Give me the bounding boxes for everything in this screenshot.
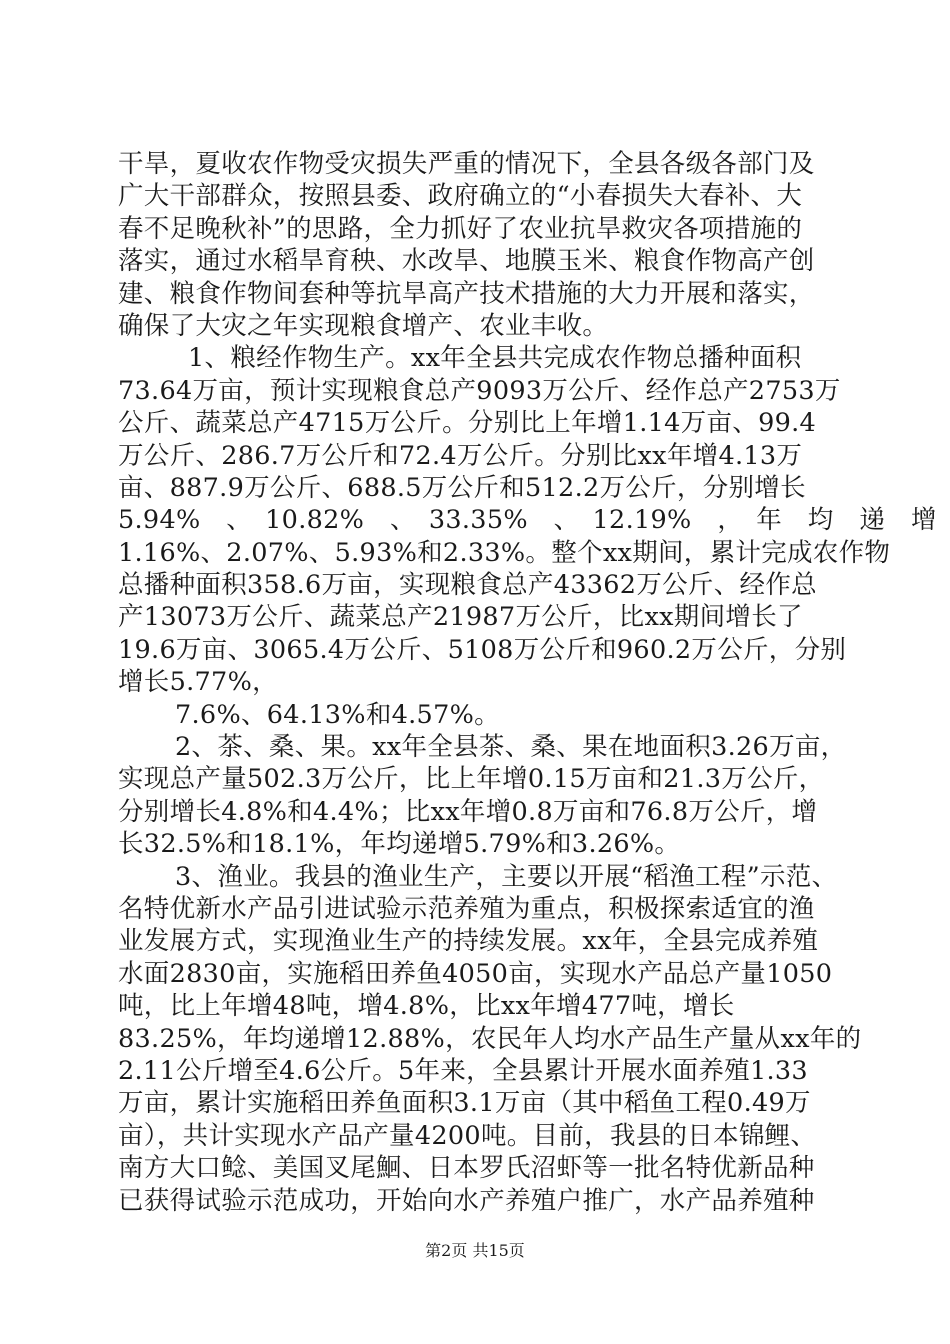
text-line: 2、茶、桑、果。xx年全县茶、桑、果在地面积3.26万亩， — [175, 732, 847, 763]
text-line: 5.94% 、 10.82% 、 33.35% 、 12.19% ， 年 均 递 增 — [118, 505, 937, 536]
text-line: 确保了大灾之年实现粮食增产、农业丰收。 — [118, 310, 609, 341]
text-line: 春不足晚秋补”的思路，全力抓好了农业抗旱救灾各项措施的 — [118, 213, 803, 244]
text-line: 干旱，夏收农作物受灾损失严重的情况下，全县各级各部门及 — [118, 149, 815, 179]
text-line: 增长5.77%， — [118, 667, 278, 698]
text-line: 公斤、蔬菜总产4715万公斤。分别比上年增1.14万亩、99.4 — [118, 408, 817, 439]
text-line: 南方大口鲶、美国叉尾鮰、日本罗氏沼虾等一批名特优新品种 — [118, 1153, 815, 1184]
text-line: 分别增长4.8%和4.4%；比xx年增0.8万亩和76.8万公斤，增 — [118, 796, 818, 827]
text-line: 长32.5%和18.1%，年均递增5.79%和3.26%。 — [118, 829, 681, 860]
text-line: 万亩，累计实施稻田养鱼面积3.1万亩（其中稻鱼工程0.49万 — [118, 1088, 811, 1119]
text-line: 83.25%，年均递增12.88%，农民年人均水产品生产量从xx年的 — [118, 1023, 862, 1054]
text-line: 广大干部群众，按照县委、政府确立的“小春损失大春补、大 — [118, 181, 803, 212]
text-line: 2.11公斤增至4.6公斤。5年来，全县累计开展水面养殖1.33 — [118, 1055, 808, 1086]
page-number-footer: 第2页 共15页 — [425, 1241, 525, 1260]
text-line: 吨，比上年增48吨，增4.8%，比xx年增477吨，增长 — [118, 991, 735, 1022]
text-line: 亩、887.9万公斤、688.5万公斤和512.2万公斤，分别增长 — [118, 472, 806, 503]
text-line: 亩），共计实现水产品产量4200吨。目前，我县的日本锦鲤、 — [118, 1120, 817, 1151]
text-line: 业发展方式，实现渔业生产的持续发展。xx年，全县完成养殖 — [118, 926, 819, 957]
text-line: 已获得试验示范成功，开始向水产养殖户推广，水产品养殖种 — [118, 1185, 815, 1216]
text-line: 19.6万亩、3065.4万公斤、5108万公斤和960.2万公斤，分别 — [118, 634, 847, 665]
text-line: 73.64万亩，预计实现粮食总产9093万公斤、经作总产2753万 — [118, 375, 841, 406]
text-line: 名特优新水产品引进试验示范养殖为重点，积极探索适宜的渔 — [118, 893, 815, 924]
text-line: 1.16%、2.07%、5.93%和2.33%。整个xx期间，累计完成农作物 — [118, 537, 891, 568]
text-line: 总播种面积358.6万亩，实现粮食总产43362万公斤、经作总 — [118, 570, 817, 601]
text-line: 建、粮食作物间套种等抗旱高产技术措施的大力开展和落实， — [118, 278, 815, 309]
text-line: 水面2830亩，实施稻田养鱼4050亩，实现水产品总产量1050 — [118, 958, 833, 989]
text-line: 7.6%、64.13%和4.57%。 — [175, 699, 500, 730]
text-line: 3、渔业。我县的渔业生产，主要以开展“稻渔工程”示范、 — [175, 861, 838, 892]
text-line: 1、粮经作物生产。xx年全县共完成农作物总播种面积 — [188, 343, 802, 374]
text-line: 万公斤、286.7万公斤和72.4万公斤。分别比xx年增4.13万 — [118, 440, 803, 471]
text-line: 实现总产量502.3万公斤，比上年增0.15万亩和21.3万公斤， — [118, 764, 825, 795]
document-body — [118, 148, 937, 1217]
text-line: 落实，通过水稻旱育秧、水改旱、地膜玉米、粮食作物高产创 — [118, 246, 815, 277]
text-line: 产13073万公斤、蔬菜总产21987万公斤，比xx期间增长了 — [118, 602, 803, 633]
